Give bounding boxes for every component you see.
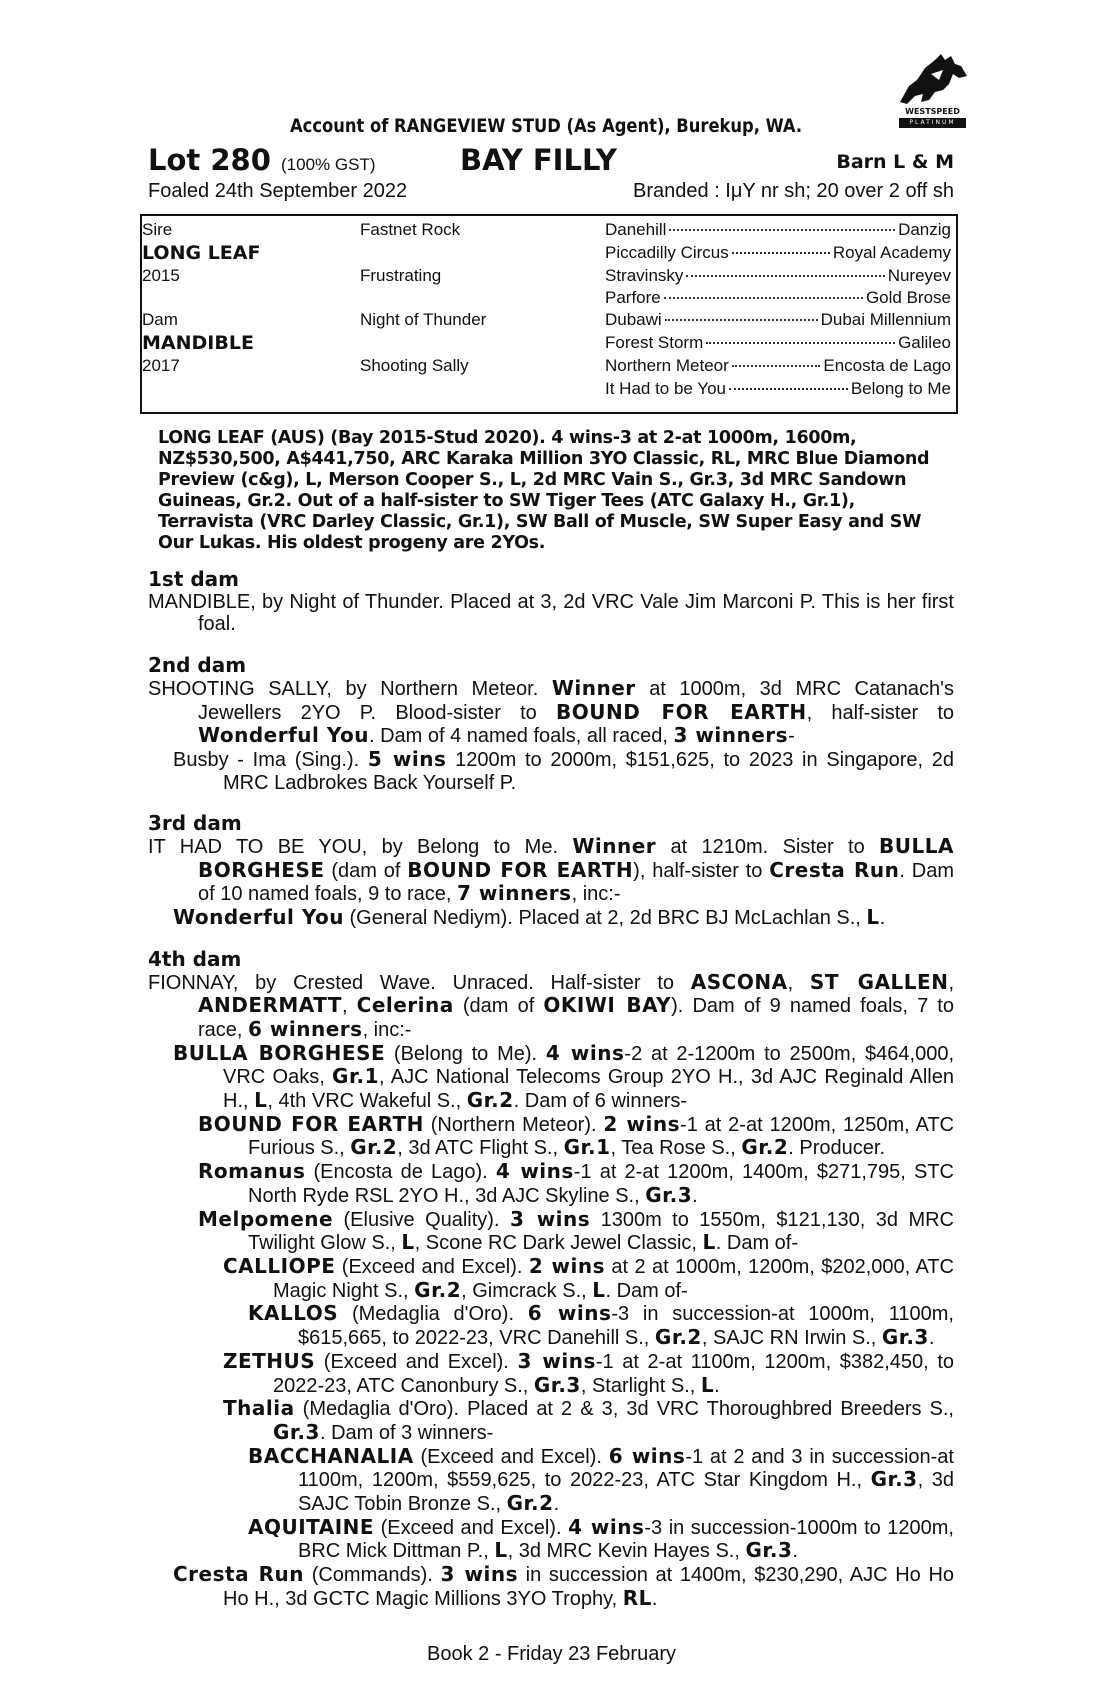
gen3-horse: Piccadilly Circus: [605, 243, 729, 262]
dam-entry: [148, 835, 954, 906]
body-text: -1 at 2-at 1200m, 1250m, ATC Furious S.,: [248, 1113, 954, 1160]
emphasis-text: BOUND FOR EARTH: [407, 857, 634, 882]
body-text: (Northern Meteor).: [423, 1113, 604, 1136]
dam-entry: [148, 971, 954, 1042]
body-text: at 2 at 1000m, 1200m, $202,000, ATC Magic Night S.,: [273, 1255, 954, 1302]
lot-line: [148, 143, 954, 177]
emphasis-text: 2 wins: [528, 1253, 606, 1278]
dot-leader: [665, 319, 818, 321]
dot-leader: [729, 388, 848, 390]
body-text: in succession at 1400m, $230,290, AJC Ho Ho Ho H., 3d GCTC Magic Millions 3YO Trophy,: [223, 1564, 955, 1610]
emphasis-text: Romanus: [198, 1159, 306, 1184]
body-text: (Belong to Me).: [385, 1042, 546, 1065]
dot-leader: [732, 365, 821, 367]
lot-label: Lot 280: [148, 143, 271, 177]
dam-entry: MANDIBLE, by Night of Thunder. Placed at 3, 2d VRC Vale Jim Marconi P. This is her first foal.: [148, 590, 954, 636]
progeny-entry: [148, 1255, 954, 1302]
emphasis-text: L: [254, 1088, 268, 1113]
progeny-entry: [148, 1160, 954, 1207]
gen3-row: [605, 266, 951, 286]
body-text: . Producer.: [788, 1137, 886, 1160]
body-text: , Gimcrack S.,: [461, 1279, 593, 1302]
body-text: 1200m to 2000m, $151,625, to 2023 in Singapore, 2d MRC Ladbrokes Back Yourself P.: [223, 748, 955, 794]
emphasis-text: 6 wins: [608, 1443, 686, 1468]
emphasis-text: 4 wins: [568, 1514, 645, 1539]
body-text: , Tea Rose S.,: [610, 1137, 742, 1160]
emphasis-text: Gr.2: [741, 1135, 789, 1160]
body-text: (Encosta de Lago).: [305, 1161, 496, 1184]
emphasis-text: L: [866, 905, 880, 930]
gen3-sire: Nureyev: [887, 266, 951, 285]
emphasis-text: KALLOS: [248, 1301, 339, 1326]
body-text: , Scone RC Dark Jewel Classic,: [414, 1232, 703, 1255]
body-text: -3 in succession-1000m to 1200m, BRC Mick Dittman P.,: [298, 1516, 954, 1563]
emphasis-text: Gr.2: [350, 1135, 398, 1160]
emphasis-text: L: [700, 1372, 715, 1397]
body-text: IT HAD TO BE YOU, by Belong to Me.: [148, 836, 573, 859]
emphasis-text: Wonderful You: [198, 723, 369, 748]
progeny-entry: [148, 1445, 954, 1516]
horse-logo-icon: [895, 50, 970, 106]
emphasis-text: 3 wins: [517, 1348, 596, 1373]
body-text: , AJC National Telecoms Group 2YO H., 3d AJC Reginald Allen H.,: [223, 1066, 954, 1113]
logo-brand-text: WESTSPEED: [905, 107, 960, 116]
progeny-entry: [148, 1042, 954, 1113]
emphasis-text: Gr.2: [466, 1088, 514, 1113]
emphasis-text: Gr.1: [332, 1064, 379, 1089]
body-text: Busby - Ima (Sing.).: [173, 748, 368, 771]
body-text: -1 at 2 and 3 in succession-at 1100m, 1200m, $559,625, to 2022-23, ATC Star Kingdom H.,: [298, 1445, 954, 1492]
lot-description: BAY FILLY: [460, 143, 617, 177]
emphasis-text: Thalia: [223, 1396, 295, 1421]
gen3-row: [605, 310, 951, 330]
section-heading: 1st dam: [148, 567, 239, 591]
sire-name: LONG LEAF: [142, 242, 261, 264]
gen3-horse: Danehill: [605, 220, 667, 239]
body-text: (Commands).: [304, 1564, 441, 1587]
body-text: (General Nediym). Placed at 2, 2d BRC BJ McLachlan S.,: [343, 907, 867, 930]
emphasis-text: 2 wins: [603, 1111, 681, 1136]
gen3-horse: Stravinsky: [605, 266, 684, 285]
body-text: SHOOTING SALLY, by Northern Meteor.: [148, 677, 552, 700]
body-text: (Exceed and Excel).: [335, 1255, 529, 1278]
emphasis-text: BULLA BORGHESE: [173, 1040, 386, 1065]
gen3-horse: Forest Storm: [605, 333, 704, 352]
section-heading: 4th dam: [148, 946, 242, 971]
body-text: -1 at 2-at 1100m, 1200m, $382,450, to 2022-23, ATC Canonbury S.,: [273, 1350, 954, 1397]
gen3-row: [605, 288, 951, 308]
sire-dam: Frustrating: [360, 266, 442, 285]
emphasis-text: Gr.3: [533, 1372, 581, 1397]
body-text: (Exceed and Excel).: [315, 1350, 518, 1373]
body-text: 1300m to 1550m, $121,130, 3d MRC Twilight Glow S.,: [248, 1208, 954, 1255]
body-text: . Dam of 3 winners-: [319, 1421, 494, 1444]
catalogue-body: [148, 568, 954, 1611]
body-text: .: [651, 1587, 658, 1610]
emphasis-text: Gr.2: [414, 1277, 462, 1302]
section-heading: 3rd dam: [148, 811, 242, 836]
body-text: . Dam of 10 named foals, 9 to race,: [198, 859, 955, 906]
gen3-sire: Galileo: [898, 333, 951, 352]
barn-location: Barn L & M: [836, 151, 954, 173]
body-text: at 1000m, 3d MRC Catanach's Jewellers 2YO P. Blood-sister to: [198, 677, 954, 724]
body-text: .: [553, 1493, 560, 1516]
emphasis-text: 7 winners: [457, 881, 572, 906]
emphasis-text: L: [494, 1538, 508, 1563]
emphasis-text: 3 wins: [509, 1206, 591, 1231]
body-text: , 3d ATC Flight S.,: [397, 1137, 564, 1160]
westspeed-logo: [895, 50, 970, 130]
gen3-horse: It Had to be You: [605, 379, 726, 398]
body-text: FIONNAY, by Crested Wave. Unraced. Half-sister to: [148, 971, 691, 994]
body-text: ,: [787, 971, 810, 994]
dam-entry: [148, 677, 954, 748]
dam-year: 2017: [142, 356, 180, 375]
progeny-entry: [148, 1397, 954, 1444]
emphasis-text: BOUND FOR EARTH: [556, 699, 807, 724]
emphasis-text: AQUITAINE: [248, 1514, 375, 1539]
gen3-horse: Northern Meteor: [605, 356, 729, 375]
body-text: , 4th VRC Wakeful S.,: [267, 1090, 467, 1113]
body-text: . Dam of-: [605, 1279, 688, 1302]
dot-leader: [706, 342, 895, 344]
logo-sub-text: PLATINUM: [899, 118, 966, 128]
dot-leader: [732, 252, 830, 254]
emphasis-text: Gr.3: [745, 1538, 793, 1563]
emphasis-text: Wonderful You: [173, 905, 344, 930]
body-text: -1 at 2-at 1200m, 1400m, $271,795, STC North Ryde RSL 2YO H., 3d AJC Skyline S.,: [248, 1161, 955, 1207]
gen3-horse: Dubawi: [605, 310, 662, 329]
emphasis-text: 6 wins: [527, 1301, 612, 1326]
emphasis-text: OKIWI BAY: [543, 993, 672, 1018]
progeny-entry: [148, 1302, 954, 1349]
gen3-sire: Gold Brose: [865, 288, 951, 307]
emphasis-text: L: [592, 1277, 606, 1302]
body-text: -3 in succession-at 1000m, 1100m, $615,665, to 2022-23, VRC Danehill S.,: [298, 1303, 954, 1350]
gen3-row: [605, 220, 951, 240]
emphasis-text: Cresta Run: [173, 1562, 305, 1587]
dot-leader: [669, 229, 895, 231]
dam-label: Dam: [142, 310, 178, 329]
body-text: at 1210m. Sister to: [656, 836, 880, 859]
gen3-row: [605, 356, 951, 376]
body-text: , half-sister to: [806, 701, 954, 724]
page-footer: Book 2 - Friday 23 February: [427, 1643, 676, 1665]
emphasis-text: ANDERMATT: [198, 993, 342, 1018]
foaled-date: Foaled 24th September 2022: [148, 180, 408, 202]
progeny-entry: [148, 1563, 954, 1610]
emphasis-text: 3 wins: [440, 1562, 518, 1587]
progeny-list: [148, 1042, 954, 1611]
emphasis-text: Cresta Run: [769, 857, 900, 882]
emphasis-text: BULLA BORGHESE: [198, 834, 954, 882]
body-text: , SAJC RN Irwin S.,: [701, 1327, 882, 1350]
gst-note: (100% GST): [281, 155, 376, 174]
body-text: (Medaglia d'Oro). Placed at 2 & 3, 3d VRC Thoroughbred Breeders S.,: [294, 1398, 954, 1421]
pedigree-table: [140, 214, 958, 414]
brand-marks: Branded : IμY nr sh; 20 over 2 off sh: [633, 180, 954, 202]
body-text: ,: [948, 971, 955, 994]
section-heading: 2nd dam: [148, 653, 247, 678]
body-text: , 3d MRC Kevin Hayes S.,: [507, 1540, 746, 1563]
body-text: (dam of: [324, 859, 408, 882]
body-text: -: [788, 725, 795, 748]
emphasis-text: BACCHANALIA: [248, 1443, 414, 1468]
body-text: , 3d SAJC Tobin Bronze S.,: [298, 1469, 955, 1516]
emphasis-text: Winner: [551, 675, 636, 700]
emphasis-text: Gr.2: [506, 1491, 554, 1516]
vendor-account: Account of RANGEVIEW STUD (As Agent), Burekup, WA.: [290, 115, 803, 137]
emphasis-text: 3 winners: [673, 723, 789, 748]
emphasis-text: BOUND FOR EARTH: [198, 1111, 424, 1136]
gen3-sire: Royal Academy: [832, 243, 951, 262]
gen3-horse: Parfore: [605, 288, 661, 307]
gen3-sire: Belong to Me: [850, 379, 951, 398]
gen3-sire: Encosta de Lago: [823, 356, 951, 375]
emphasis-text: CALLIOPE: [223, 1253, 336, 1278]
body-text: ,: [341, 995, 357, 1018]
lot-number: [148, 143, 376, 177]
emphasis-text: Gr.2: [654, 1325, 702, 1350]
progeny-entry: [148, 1208, 954, 1255]
emphasis-text: ASCONA: [690, 969, 788, 994]
gen3-row: [605, 243, 951, 263]
gen3-row: [605, 333, 951, 353]
emphasis-text: 6 winners: [248, 1016, 363, 1041]
emphasis-text: Winner: [572, 834, 657, 859]
sire-label: Sire: [142, 220, 173, 239]
emphasis-text: Gr.1: [563, 1135, 611, 1160]
progeny-entry: [148, 1350, 954, 1397]
body-text: , inc:-: [571, 883, 621, 906]
emphasis-text: ZETHUS: [223, 1348, 316, 1373]
emphasis-text: Celerina: [356, 993, 454, 1018]
gen3-sire: Dubai Millennium: [820, 310, 951, 329]
body-text: .: [928, 1327, 935, 1350]
sire-year: 2015: [142, 266, 180, 285]
emphasis-text: Melpomene: [198, 1206, 334, 1231]
dam-name: MANDIBLE: [142, 332, 254, 354]
emphasis-text: RL: [622, 1585, 652, 1610]
body-text: (Exceed and Excel).: [413, 1445, 609, 1468]
body-text: (Exceed and Excel).: [374, 1516, 569, 1539]
dam-sire: Night of Thunder: [360, 310, 487, 329]
emphasis-text: 5 wins: [367, 746, 447, 771]
emphasis-text: Gr.3: [881, 1325, 929, 1350]
body-text: . Dam of 4 named foals, all raced,: [368, 725, 674, 748]
progeny-entry: [148, 906, 954, 930]
body-text: ). Dam of 9 named foals, 7 to race,: [198, 995, 954, 1041]
emphasis-text: Gr.3: [645, 1182, 693, 1207]
body-text: , Starlight S.,: [580, 1374, 701, 1397]
emphasis-text: L: [702, 1230, 716, 1255]
body-text: .: [879, 907, 886, 930]
emphasis-text: 4 wins: [545, 1040, 625, 1065]
body-text: (Elusive Quality).: [333, 1208, 510, 1231]
sire-sire: Fastnet Rock: [360, 220, 461, 239]
sire-summary: LONG LEAF (AUS) (Bay 2015-Stud 2020). 4 wins-3 at 2-at 1000m, 1600m, NZ$530,500, A$441,750, ARC Karaka Million 3YO Classic, RL, MRC Blue Diamond Preview (c&g), L, Merson Cooper S., L, 2d MRC Vain S., Gr.3, 3d MRC Sandown Guineas, Gr.2. Out of a half-sister to SW Tiger Tees (ATC Galaxy H., Gr.1), Terravista (VRC Darley Classic, Gr.1), SW Ball of Muscle, SW Super Easy and SW Our Lukas. His oldest progeny are 2YOs.: [158, 428, 930, 553]
body-text: (Medaglia d'Oro).: [338, 1303, 528, 1326]
body-text: , inc:-: [362, 1018, 412, 1041]
gen3-row: [605, 379, 951, 399]
emphasis-text: 4 wins: [495, 1159, 574, 1184]
body-text: (dam of: [453, 995, 544, 1018]
emphasis-text: Gr.3: [870, 1467, 918, 1492]
gen3-sire: Danzig: [898, 220, 951, 239]
dam-dam: Shooting Sally: [360, 356, 469, 375]
emphasis-text: L: [401, 1230, 415, 1255]
progeny-entry: [148, 748, 954, 794]
body-text: ), half-sister to: [633, 859, 770, 882]
progeny-entry: [148, 1113, 954, 1160]
dot-leader: [686, 275, 884, 277]
body-text: -2 at 2-1200m to 2500m, $464,000, VRC Oaks,: [223, 1042, 954, 1089]
body-text: . Dam of-: [715, 1232, 799, 1255]
body-text: .: [792, 1540, 798, 1563]
body-text: .: [692, 1184, 698, 1207]
dot-leader: [664, 297, 863, 299]
emphasis-text: Gr.3: [273, 1419, 320, 1444]
body-text: .: [714, 1374, 720, 1397]
progeny-entry: [148, 1516, 954, 1563]
emphasis-text: ST GALLEN: [809, 969, 949, 994]
body-text: . Dam of 6 winners-: [513, 1090, 688, 1113]
